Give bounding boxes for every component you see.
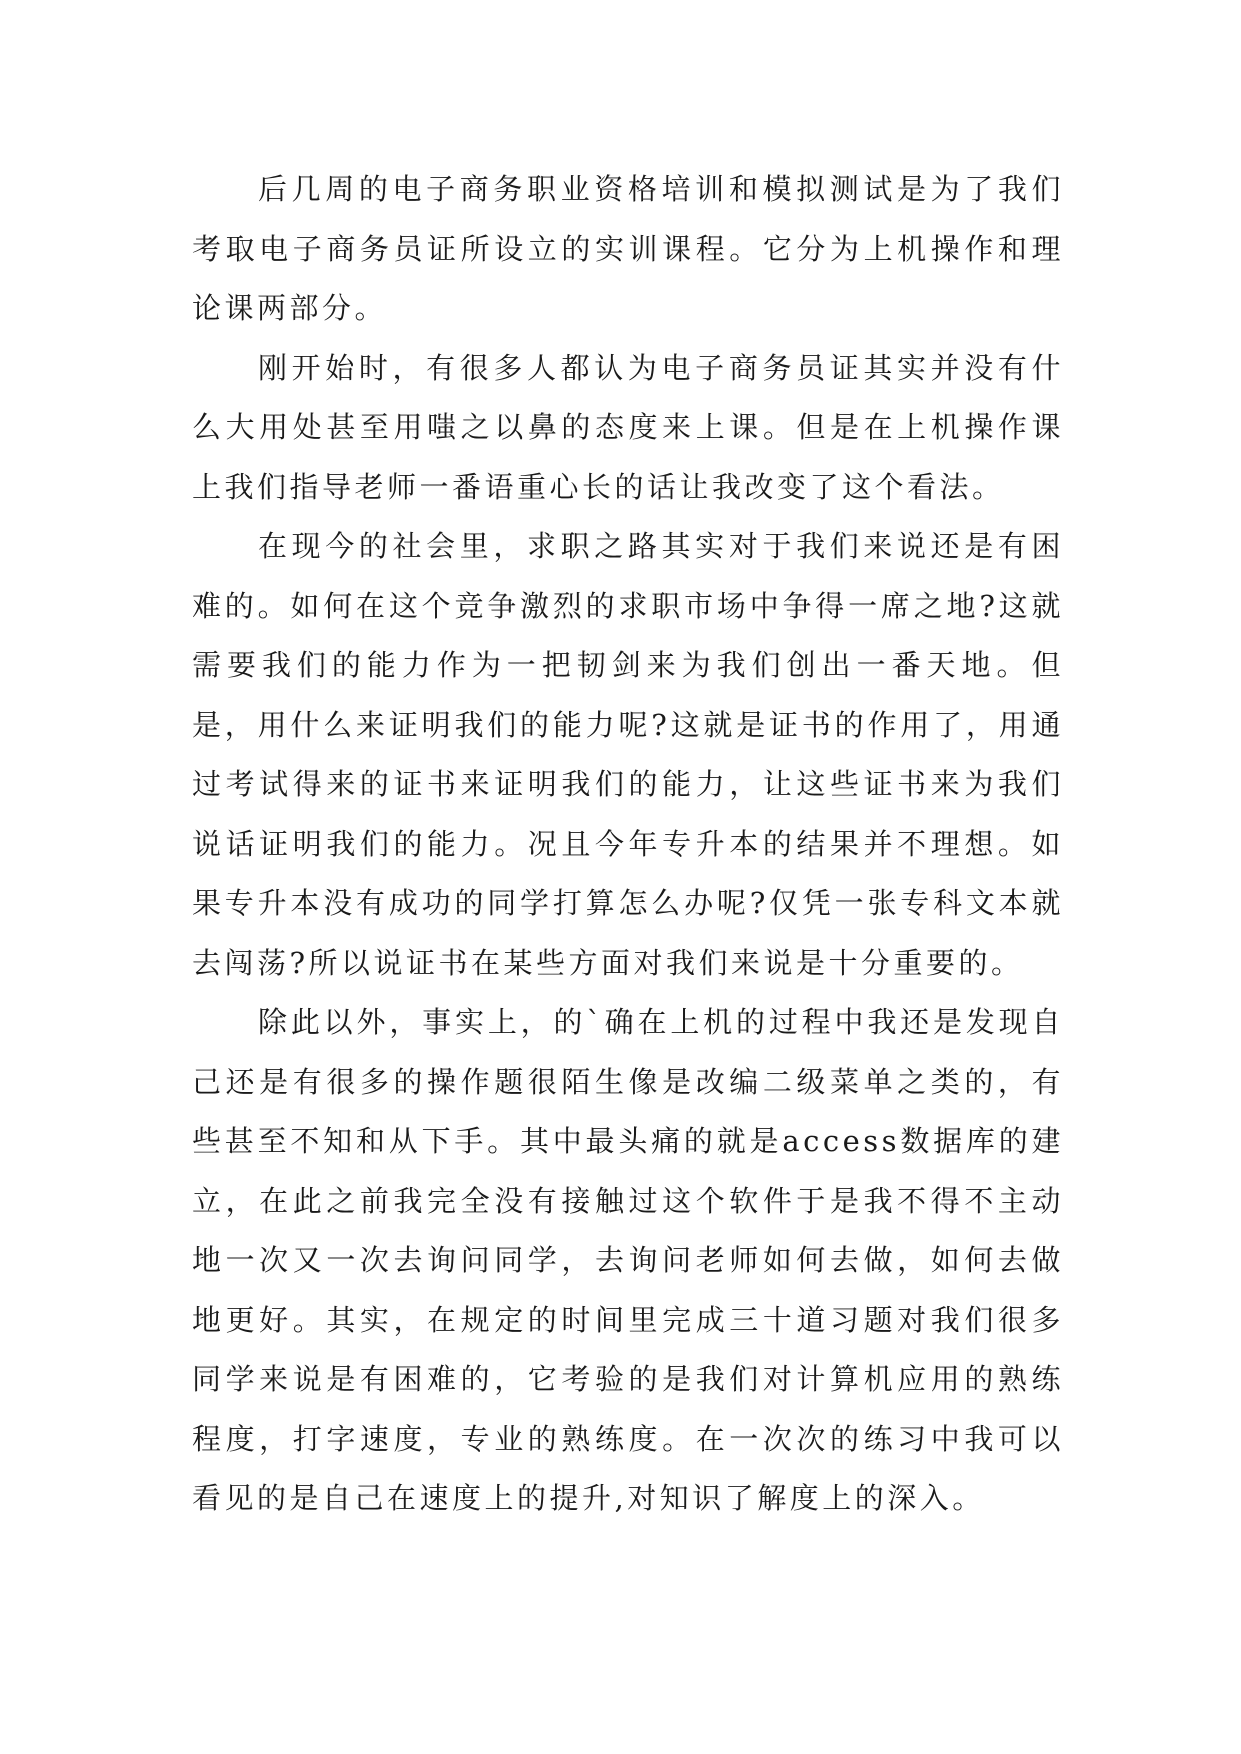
paragraph-2: 刚开始时，有很多人都认为电子商务员证其实并没有什么大用处甚至用嗤之以鼻的态度来上课。但是在上机操作课上我们指导老师一番语重心长的话让我改变了这个看法。	[192, 350, 1064, 504]
paragraph-4: 除此以外，事实上，的`确在上机的过程中我还是发现自己还是有很多的操作题很陌生像是改编二级菜单之类的，有些甚至不知和从下手。其中最头痛的就是access数据库的建立，在此之前我完全没有接触过这个软件于是我不得不主动地一次又一次去询问同学，去询问老师如何去做，如何去做地更好。其实，在规定的时间里完成三十道习题对我们很多同学来说是有困难的，它考验的是我们对计算机应用的熟练程度，打字速度，专业的熟练度。在一次次的练习中我可以看见的是自己在速度上的提升,对知识了解度上的深入。	[192, 1005, 1064, 1515]
paragraph-3: 在现今的社会里，求职之路其实对于我们来说还是有困难的。如何在这个竞争激烈的求职市场中争得一席之地?这就需要我们的能力作为一把韧剑来为我们创出一番天地。但是，用什么来证明我们的能力呢?这就是证书的作用了，用通过考试得来的证书来证明我们的能力，让这些证书来为我们说话证明我们的能力。况且今年专升本的结果并不理想。如果专升本没有成功的同学打算怎么办呢?仅凭一张专科文本就去闯荡?所以说证书在某些方面对我们来说是十分重要的。	[192, 529, 1064, 980]
paragraph-1: 后几周的电子商务职业资格培训和模拟测试是为了我们考取电子商务员证所设立的实训课程。它分为上机操作和理论课两部分。	[192, 172, 1064, 325]
document-body	[192, 160, 1064, 1529]
